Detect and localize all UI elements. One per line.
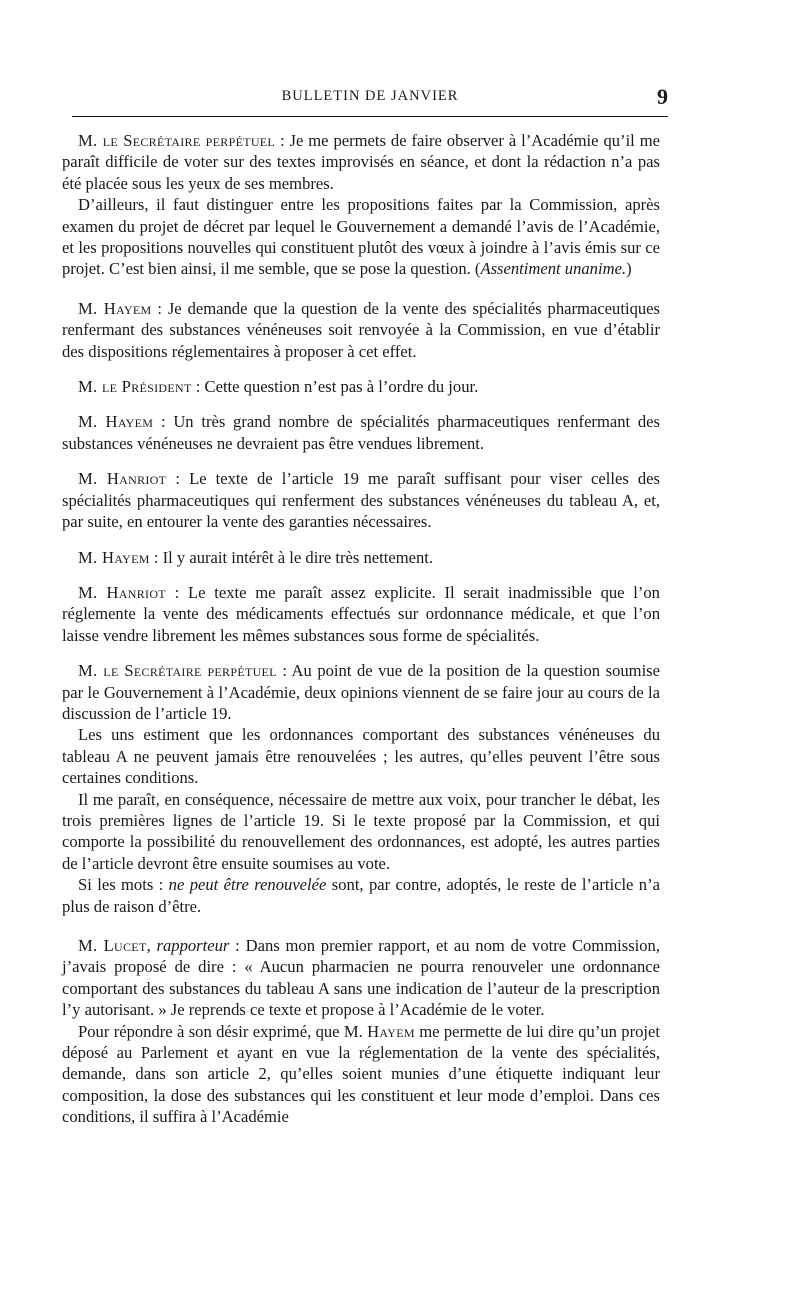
paragraph-text: Cette question n’est pas à l’ordre du jour.: [204, 377, 479, 397]
paragraph-secretary-1: M. le Secrétaire perpétuel : Je me permets de faire observer à l’Académie qu’il me paraît difficile de voter sur des textes improvisés en séance, et dont la rédaction n’a pas été placée sous les yeux de ses membres.: [62, 131, 660, 193]
document-body: [62, 130, 660, 1128]
paragraph-secretary-5: [62, 789, 660, 875]
speaker-name: M. le Secrétaire perpétuel: [78, 131, 276, 150]
paragraph-text: Il me paraît, en conséquence, nécessaire de mettre aux voix, pour trancher le débat, les trois premières lignes de l’article 19. Si le texte proposé par la Commission, et qui comporte la possibilité du renouvellement des ordonnances, est adopté, les autres parties de l’article devront être ensuite soumises au vote.: [62, 789, 660, 873]
speaker-name: M. le Secrétaire perpétuel: [78, 661, 277, 681]
speaker-name: M. le Président: [78, 377, 192, 397]
speaker-name: M. Hanriot: [78, 469, 167, 489]
paragraph-text: Pour répondre à son désir exprimé, que M.: [78, 1021, 368, 1041]
speaker-name: M. Lucet: [78, 936, 147, 955]
paragraph-text: Je demande que la question de la vente des spécialités pharmaceutiques renfermant des substances vénéneuses soit renvoyée à la Commission, en vue d’établir des dispositions réglementaires à proposer à cet effet.: [62, 298, 660, 361]
paragraph-secretary-3: M. le Secrétaire perpétuel : Au point de vue de la position de la question soumise par le Gouvernement à l’Académie, deux opinions viennent de se faire jour au cours de la discussion de l’article 19.: [62, 661, 660, 723]
paragraph-text: Si les mots :: [78, 875, 169, 895]
header-title: BULLETIN DE JANVIER: [281, 88, 459, 104]
paragraph-text: Les uns estiment que les ordonnances comportant des substances vénéneuses du tableau A ne peuvent jamais être renouvelées ; les autres, qu’elles peuvent l’être sous certaines conditions.: [62, 725, 660, 788]
paragraph-secretary-2: D’ailleurs, il faut distinguer entre les propositions faites par la Commission, après examen du projet de décret par lequel le Gouvernement a demandé l’avis de l’Académie, et les propositions nouvelles qui constituent plutôt des vœux à joindre à l’avis émis sur ce projet. C’est bien ainsi, il me semble, que se pose la question. (Assentiment unanime.): [62, 195, 660, 279]
paragraph-hanriot-2: M. Hanriot : Le texte me paraît assez explicite. Il serait inadmissible que l’on réglemente la vente des médicaments effectués sur ordonnance médicale, et que l’on laisse vendre librement les mêmes substances sous forme de spécialités.: [62, 582, 660, 645]
paragraph-hayem-2: M. Hayem : Un très grand nombre de spécialités pharmaceutiques renfermant des substances vénéneuses ne devraient pas être vendues librement.: [62, 412, 660, 453]
running-header: [72, 84, 668, 110]
paragraph-president: M. le Président : Cette question n’est pas à l’ordre du jour.: [78, 377, 479, 397]
speaker-name: M. Hanriot: [78, 582, 166, 602]
paragraph-lucet-2: Pour répondre à son désir exprimé, que M. Hayem me permette de lui dire qu’un projet déposé au Parlement et ayant en vue la réglementation de la vente des spécialités, demande, dans son article 2, qu’elles soient munies d’une étiquette indiquant leur composition, la dose des substances qui les constituent et leur mode d’emploi. Dans ces conditions, il suffira à l’Académie: [62, 1021, 660, 1127]
paragraph-text: Le texte me paraît assez explicite. Il serait inadmissible que l’on réglemente la vente des médicaments effectués sur ordonnance médicale, et que l’on laisse vendre librement les mêmes substances sous forme de spécialités.: [62, 582, 660, 645]
page-number: 9: [657, 84, 668, 109]
paragraph-secretary-6: Si les mots : ne peut être renouvelée sont, par contre, adoptés, le reste de l’article n’a plus de raison d’être.: [62, 875, 660, 916]
italic-quote: ne peut être renouvelée: [168, 875, 327, 895]
paragraph-text: Un très grand nombre de spécialités pharmaceutiques renfermant des substances vénéneuses ne devraient pas être vendues librement.: [62, 412, 660, 453]
paragraph-text: Je me permets de faire observer à l’Académie qu’il me paraît difficile de voter sur des textes improvisés en séance, et dont la rédaction n’a pas été placée sous les yeux de ses membres.: [62, 131, 660, 193]
paragraph-hanriot-1: M. Hanriot : Le texte de l’article 19 me paraît suffisant pour viser celles des spécialités pharmaceutiques qui renferment des substances vénéneuses du tableau A, et, par suite, en entourer la vente des garanties nécessaires.: [62, 469, 660, 532]
paragraph-text: Dans mon premier rapport, et au nom de votre Commission, j’avais proposé de dire : « Aucun pharmacien ne pourra renouveler une ordonnance comportant des substances du tableau A sans une indication de l’auteur de la prescription l’y autorisant. » Je reprends ce texte et propose à l’Académie de le voter.: [62, 936, 661, 1020]
speaker-role: rapporteur: [156, 936, 230, 955]
italic-remark: Assentiment unanime.: [480, 259, 627, 279]
speaker-name: M. Hayem: [78, 547, 150, 567]
paragraph-lucet-1: M. Lucet, rapporteur : Dans mon premier rapport, et au nom de votre Commission, j’avais proposé de dire : « Aucun pharmacien ne pourra renouveler une ordonnance comportant des substances du tableau A sans une indication de l’auteur de la prescription l’y autorisant. » Je reprends ce texte et propose à l’Académie de le voter.: [62, 936, 661, 1020]
paragraph-hayem-3: M. Hayem : Il y aurait intérêt à le dire très nettement.: [78, 547, 434, 567]
speaker-name: M. Hayem: [78, 412, 154, 432]
paragraph-text: Le texte de l’article 19 me paraît suffisant pour viser celles des spécialités pharmaceutiques qui renferment des substances vénéneuses du tableau A, et, par suite, en entourer la vente des garanties nécessaires.: [62, 469, 660, 532]
speaker-name: M. Hayem: [78, 298, 152, 318]
paragraph-secretary-4: [62, 724, 660, 788]
paragraph-text: Au point de vue de la position de la question soumise par le Gouvernement à l’Académie, deux opinions viennent de se faire jour au cours de la discussion de l’article 19.: [62, 661, 660, 723]
paragraph-text: D’ailleurs, il faut distinguer entre les propositions faites par la Commission, après examen du projet de décret par lequel le Gouvernement a demandé l’avis de l’Académie, et les propositions nouvelles qui constituent plutôt des vœux à joindre à l’avis émis sur ce projet. C’est bien ainsi, il me semble, que se pose la question. (: [62, 195, 660, 279]
inline-speaker-name: Hayem: [367, 1021, 415, 1041]
paragraph-text: Il y aurait intérêt à le dire très nettement.: [162, 547, 434, 567]
header-rule: [72, 116, 668, 117]
paragraph-hayem-1: M. Hayem : Je demande que la question de la vente des spécialités pharmaceutiques renfermant des substances vénéneuses soit renvoyée à la Commission, en vue d’établir des dispositions réglementaires à proposer à cet effet.: [62, 298, 660, 361]
